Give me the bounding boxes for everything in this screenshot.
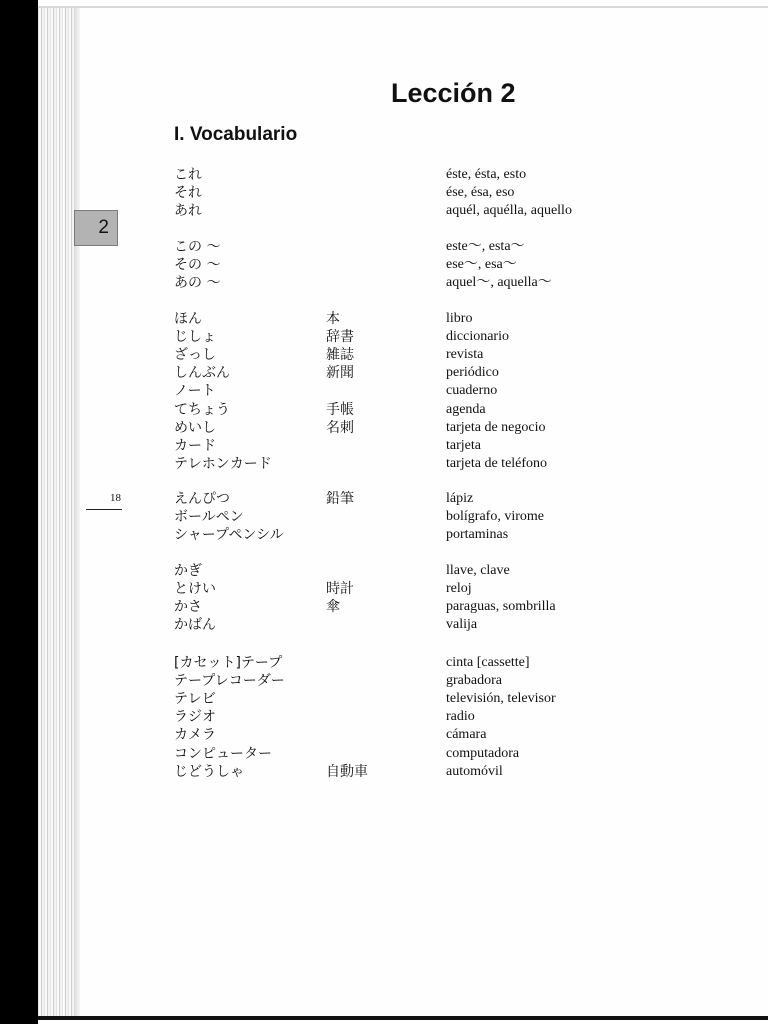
vocab-kanji: 自動車 — [326, 763, 368, 780]
vocab-meaning: lápiz — [446, 491, 474, 506]
vocab-kana: じどうしゃ — [174, 763, 244, 780]
vocab-kana: あの ～ — [174, 275, 221, 292]
vocab-meaning: éste, ésta, esto — [446, 167, 527, 182]
vocab-row — [0, 401, 768, 419]
vocab-row — [0, 202, 768, 220]
vocab-kana: ラジオ — [174, 709, 216, 726]
vocab-row — [0, 364, 768, 382]
vocab-kanji: 時計 — [326, 581, 354, 598]
vocab-row — [0, 184, 768, 202]
vocab-kana: かさ — [174, 599, 202, 616]
vocab-kana: テープレコーダー — [174, 673, 285, 690]
vocab-kanji: 雑誌 — [326, 347, 354, 364]
vocab-kana: ボールペン — [174, 509, 244, 526]
vocab-kana: この ～ — [174, 239, 221, 255]
vocab-kanji: 辞書 — [326, 329, 354, 346]
vocab-kana: とけい — [174, 581, 216, 598]
vocab-meaning: valija — [446, 617, 478, 633]
vocab-row — [0, 598, 768, 616]
vocab-meaning: periódico — [446, 365, 499, 381]
bottom-edge — [38, 1016, 768, 1020]
vocab-row — [0, 616, 768, 634]
section-title: I. Vocabulario — [174, 124, 298, 145]
vocab-meaning: libro — [446, 311, 473, 326]
vocab-row — [0, 328, 768, 346]
vocab-kana: かぎ — [174, 563, 202, 579]
vocab-meaning: llave, clave — [446, 563, 510, 578]
vocab-row — [0, 654, 768, 672]
vocab-meaning: bolígrafo, virome — [446, 509, 544, 525]
vocab-row — [0, 745, 768, 763]
vocab-kana: テレビ — [174, 691, 216, 708]
vocab-kana: これ — [174, 167, 202, 183]
vocab-kana: カード — [174, 437, 216, 454]
vocab-row — [0, 166, 768, 184]
vocab-kana: めいし — [174, 419, 216, 436]
vocab-meaning: ése, ésa, eso — [446, 185, 515, 201]
vocab-row — [0, 526, 768, 544]
vocab-row — [0, 455, 768, 473]
vocab-meaning: grabadora — [446, 673, 502, 689]
vocab-meaning: portaminas — [446, 527, 509, 543]
vocab-kanji: 新聞 — [326, 365, 354, 382]
vocab-kana: かばん — [174, 617, 216, 634]
vocab-kana: えんぴつ — [174, 491, 230, 507]
vocab-row — [0, 690, 768, 708]
vocab-row — [0, 310, 768, 328]
vocab-meaning: paraguas, sombrilla — [446, 599, 556, 615]
vocab-kana: テレホンカード — [174, 455, 272, 472]
vocab-meaning: este～, esta～ — [446, 239, 525, 254]
vocab-kana: シャープペンシル — [174, 527, 284, 544]
vocab-row — [0, 238, 768, 256]
vocab-kanji: 名刺 — [326, 419, 354, 436]
vocab-meaning: automóvil — [446, 763, 503, 779]
vocab-meaning: computadora — [446, 745, 520, 761]
vocab-row — [0, 726, 768, 744]
vocab-meaning: aquel～, aquella～ — [446, 275, 552, 291]
vocab-row — [0, 346, 768, 364]
vocab-meaning: revista — [446, 347, 484, 363]
vocab-meaning: radio — [446, 709, 475, 725]
vocab-kanji: 傘 — [326, 599, 340, 616]
vocab-meaning: diccionario — [446, 329, 509, 345]
vocab-row — [0, 562, 768, 580]
vocab-meaning: tarjeta de negocio — [446, 419, 546, 435]
vocab-row — [0, 274, 768, 292]
vocab-row — [0, 256, 768, 274]
vocab-row — [0, 672, 768, 690]
vocab-row — [0, 508, 768, 526]
vocab-meaning: cuaderno — [446, 383, 498, 399]
vocab-kana: コンピューター — [174, 745, 272, 762]
vocab-meaning: ese～, esa～ — [446, 257, 517, 273]
vocab-row — [0, 437, 768, 455]
vocab-kanji: 手帳 — [326, 401, 354, 418]
vocab-kana: ほん — [174, 311, 202, 327]
vocab-row — [0, 382, 768, 400]
vocab-kana: [カセット]テープ — [174, 655, 283, 671]
vocab-meaning: televisión, televisor — [446, 691, 556, 707]
vocab-meaning: cámara — [446, 727, 487, 743]
vocab-kana: ざっし — [174, 347, 216, 364]
vocab-kanji: 本 — [326, 311, 340, 327]
vocab-kana: じしょ — [174, 329, 216, 346]
top-edge — [38, 6, 768, 8]
chapter-tab-number: 2 — [98, 217, 109, 238]
vocab-meaning: cinta [cassette] — [446, 655, 530, 670]
vocab-meaning: aquél, aquélla, aquello — [446, 203, 572, 219]
vocab-meaning: agenda — [446, 401, 486, 417]
page-number: 18 — [110, 492, 121, 504]
vocab-kana: あれ — [174, 203, 202, 220]
vocab-kana: それ — [174, 185, 202, 202]
vocab-kana: ノート — [174, 383, 216, 400]
vocab-meaning: reloj — [446, 581, 472, 597]
vocab-kana: その ～ — [174, 257, 221, 274]
vocab-kana: てちょう — [174, 401, 230, 418]
vocab-meaning: tarjeta — [446, 437, 481, 453]
vocab-meaning: tarjeta de teléfono — [446, 455, 548, 471]
vocab-row — [0, 580, 768, 598]
vocab-kana: カメラ — [174, 727, 216, 744]
vocab-row — [0, 708, 768, 726]
vocab-row — [0, 490, 768, 508]
vocab-kanji: 鉛筆 — [326, 491, 354, 507]
vocab-kana: しんぶん — [174, 365, 230, 382]
vocab-row — [0, 763, 768, 781]
vocab-row — [0, 419, 768, 437]
lesson-title: Lección 2 — [391, 78, 516, 108]
